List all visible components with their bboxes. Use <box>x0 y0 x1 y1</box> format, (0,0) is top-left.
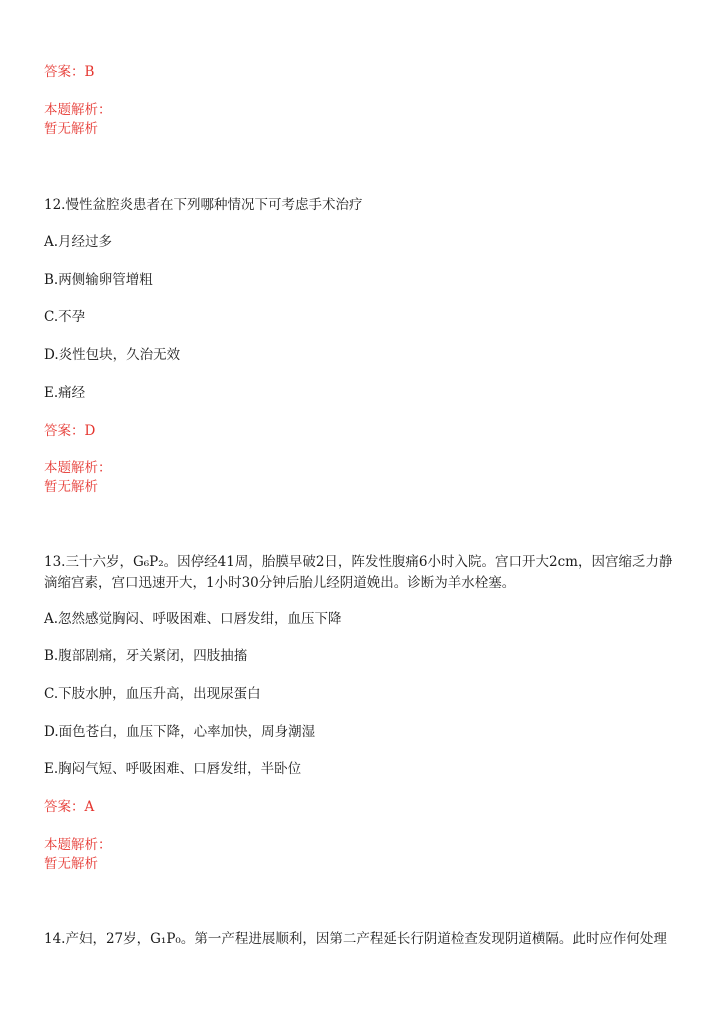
question-12-stem: 12.慢性盆腔炎患者在下列哪种情况下可考虑手术治疗 <box>44 197 363 213</box>
question-13-stem: 13.三十六岁，G₆P₂。因停经41周，胎膜早破2日，阵发性腹痛6小时入院。宫口开大2cm，因宫缩乏力静滴缩宫素，宫口迅速开大，1小时30分钟后胎儿经阴道娩出。诊断为羊水栓塞。 <box>44 554 673 591</box>
q13-analysis-label: 本题解析： <box>44 837 112 853</box>
q12-option-b: B.两侧输卵管增粗 <box>44 272 153 288</box>
analysis-top: 暂无解析 <box>44 121 98 137</box>
q12-option-e: E.痛经 <box>44 385 86 401</box>
analysis-label-top: 本题解析： <box>44 102 112 118</box>
q13-option-a: A.忽然感觉胸闷、呼吸困难、口唇发绀，血压下降 <box>44 611 342 627</box>
q13-option-d: D.面色苍白，血压下降，心率加快，周身潮湿 <box>44 724 316 740</box>
q13-answer: 答案：A <box>44 799 95 815</box>
q13-analysis: 暂无解析 <box>44 856 98 872</box>
q13-option-c: C.下肢水肿，血压升高，出现尿蛋白 <box>44 686 261 702</box>
q12-option-d: D.炎性包块，久治无效 <box>44 347 181 363</box>
q12-option-c: C.不孕 <box>44 309 86 325</box>
q12-option-a: A.月经过多 <box>44 234 113 250</box>
q12-analysis: 暂无解析 <box>44 479 98 495</box>
q12-answer: 答案：D <box>44 423 96 439</box>
q13-option-e: E.胸闷气短、呼吸困难、口唇发绀，半卧位 <box>44 761 302 777</box>
question-14-stem: 14.产妇，27岁，G₁P₀。第一产程进展顺利，因第二产程延长行阴道检查发现阴道横隔。此时应作何处理 <box>44 931 667 947</box>
q12-analysis-label: 本题解析： <box>44 460 112 476</box>
answer-top: 答案：B <box>44 64 95 80</box>
q13-option-b: B.腹部剧痛，牙关紧闭，四肢抽搐 <box>44 648 248 664</box>
